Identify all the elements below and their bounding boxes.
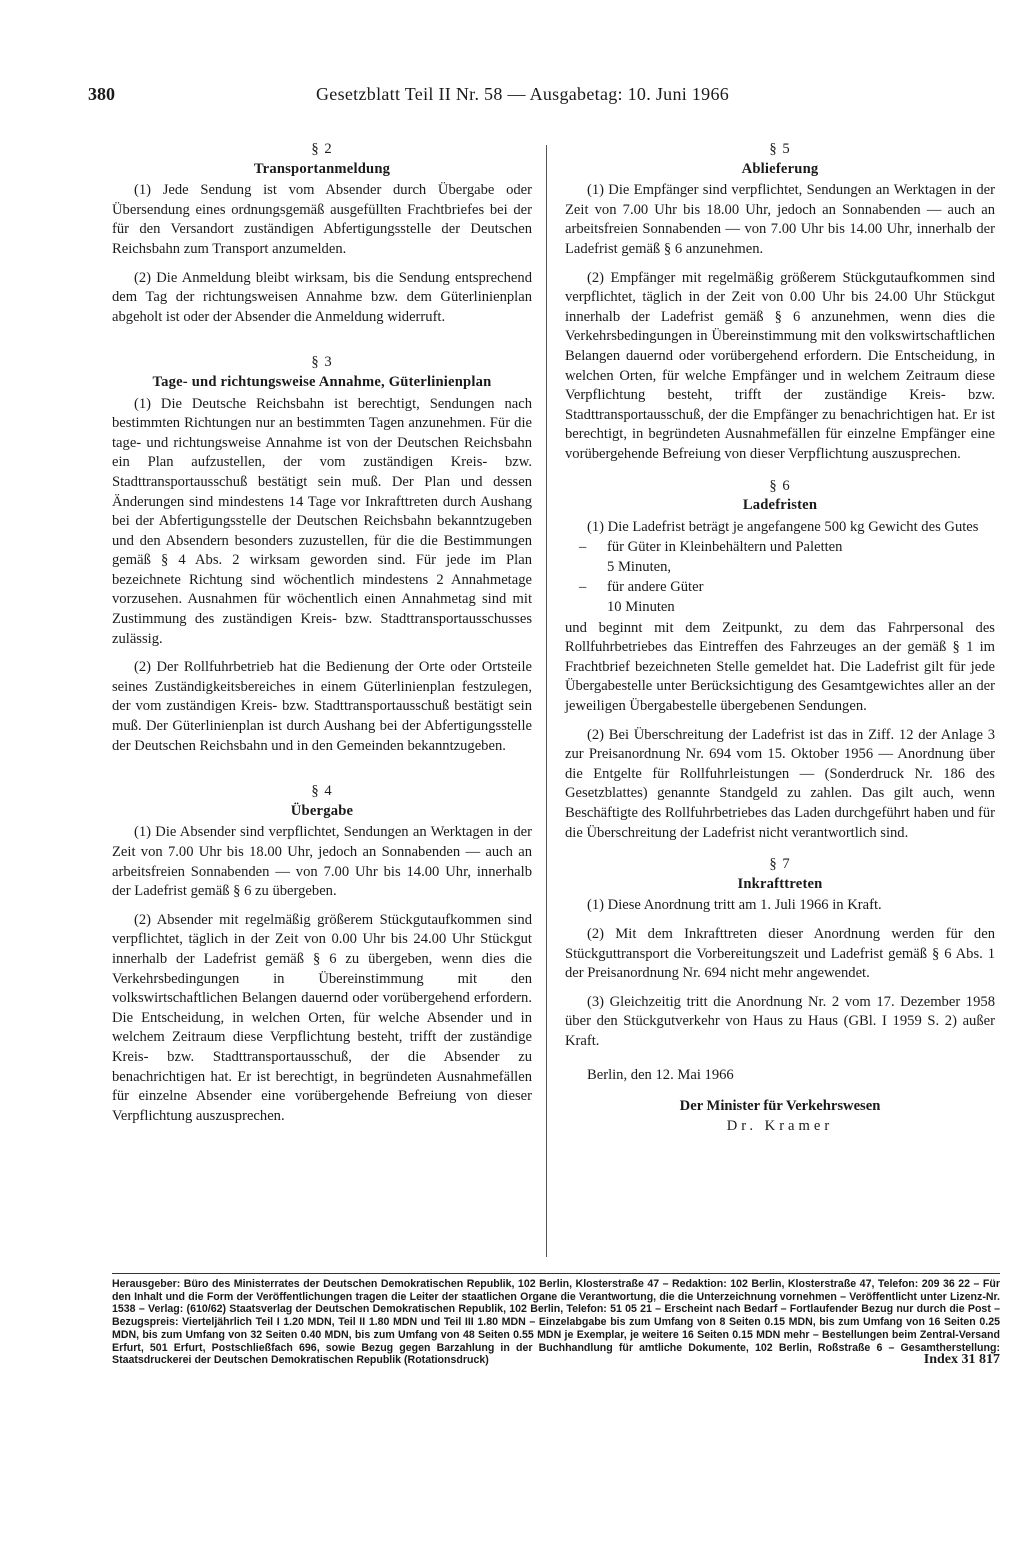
signer-title: Der Minister für Verkehrswesen	[679, 1098, 881, 1115]
section-7	[565, 855, 995, 1051]
page-number: 380	[88, 84, 115, 104]
section-6	[565, 477, 995, 844]
place-date: Berlin, den 12. Mai 1966	[587, 1066, 734, 1083]
section-number: § 2	[311, 141, 333, 157]
signer-name: Dr. Kramer	[726, 1117, 834, 1134]
section-title: Transportanmeldung	[253, 160, 391, 177]
paragraph: (2) Mit dem Inkrafttreten dieser Anordnung werden für den Stückguttransport die Vorbereitungszeit und Ladefrist gemäß § 6 Abs. 1 der Preisanordnung Nr. 694 nicht mehr angewendet.	[565, 925, 995, 982]
dash-bullet: –	[579, 579, 587, 596]
paragraph: (1) Jede Sendung ist vom Absender durch Übergabe oder Übersendung eines ordnungsgemäß ausgefüllten Frachtbriefes bei der für den Versandort zuständigen Abfertigungsstelle der Deutschen Reichsbahn zum Transport anzumelden.	[112, 182, 532, 257]
imprint-footer	[112, 1278, 1000, 1367]
paragraph: (2) Die Anmeldung bleibt wirksam, bis die Sendung entsprechend dem Tag der richtungsweisen Annahme bzw. dem Güterlinienplan abgeholt ist oder der Absender die Anmeldung widerruft.	[112, 269, 532, 325]
paragraph: und beginnt mit dem Zeitpunkt, zu dem das Fahrpersonal des Rollfuhrbetriebes das Eintreffen des Fahrzeuges an der gemäß § 1 im Frachtbrief bezeichneten Stelle gemeldet hat. Die Ladefrist gilt für jede Übergabestelle unter Berücksichtigung des Gesamtgewichtes aller an der jeweiligen Übergabestelle übergebenen Sendungen.	[565, 619, 995, 715]
running-title: Gesetzblatt Teil II Nr. 58 — Ausgabetag: 10. Juni 1966	[316, 84, 730, 104]
list-item	[565, 538, 995, 577]
left-column	[112, 140, 532, 1126]
list-item-label: für andere Güter	[607, 579, 704, 596]
list-item-time: 10 Minuten	[607, 599, 675, 616]
section-title: Tage- und richtungsweise Annahme, Güterlinienplan	[152, 373, 492, 390]
section-3	[112, 353, 532, 756]
section-title: Übergabe	[290, 802, 354, 819]
right-column	[565, 140, 995, 1136]
section-4	[112, 782, 532, 1126]
footer-rule	[112, 1273, 1000, 1274]
section-number: § 5	[769, 141, 791, 157]
section-title: Ablieferung	[741, 160, 819, 177]
column-divider	[546, 145, 547, 1257]
section-number: § 4	[311, 783, 333, 800]
list-item-label: für Güter in Kleinbehältern und Paletten	[607, 539, 843, 556]
paragraph: (2) Bei Überschreitung der Ladefrist ist das in Ziff. 12 der Anlage 3 zur Preisanordnung Nr. 694 vom 15. Oktober 1956 — Anordnung über die Entgelte für Rollfuhrleistungen — (Sonderdruck Nr. 186 des Gesetzblattes) genannte Standgeld zu zahlen. Das gilt auch, wenn Beschäftigte des Rollfuhrbetriebes das Laden durchgeführt haben und für die Überschreitung der Ladefrist nicht verantwortlich sind.	[565, 726, 995, 841]
list-item	[565, 578, 995, 617]
list-item-time: 5 Minuten,	[607, 558, 672, 575]
paragraph: (2) Absender mit regelmäßig größerem Stückgutaufkommen sind verpflichtet, täglich in der Zeit von 0.00 Uhr bis 24.00 Uhr Stückgut innerhalb der Ladefrist gemäß § 6 zu übergeben, wenn dies die Verkehrsbedingungen in Übereinstimmung mit den volkswirtschaftlichen Belangen dauernd oder vorübergehend erfordern. Die Entscheidung, in welchen Orten, für welche Absender und in welchem Zeitraum diese Verpflichtung besteht, trifft der zuständige Kreis- bzw. Stadttransportausschuß, der die Absender zu benachrichtigen hat. Er ist berechtigt, in begründeten Ausnahmefällen für einzelne Absender eine vorübergehende Befreiung von dieser Verpflichtung auszusprechen.	[112, 911, 532, 1124]
index-number: Index 31 817	[923, 1352, 1000, 1368]
paragraph: (1) Die Deutsche Reichsbahn ist berechtigt, Sendungen nach bestimmten Richtungen nur an bestimmten Tagen anzunehmen. Für die tage- und richtungsweise Annahme ist von der Deutschen Reichsbahn ein Plan aufzustellen, der vom zuständigen Kreis- bzw. Stadttransportausschuß bestätigt sein muß. Der Plan und dessen Änderungen sind mindestens 14 Tage vor Inkrafttreten durch Aushang bei der Abfertigungsstelle der Deutschen Reichsbahn bekanntzugeben und den Absendern besonders zuzustellen, für die die Bestimmungen gemäß § 4 Abs. 2 wirksam geworden sind. Für jede im Plan bezeichnete Richtung sind wöchentlich mindestens 2 Annahmetage vorzusehen. Ausnahmen für wöchentlich einen Annahmetag sind mit Zustimmung des zuständigen Kreis- bzw. Stadttransportausschusses zulässig.	[112, 395, 532, 647]
paragraph: (1) Die Absender sind verpflichtet, Sendungen an Werktagen in der Zeit von 7.00 Uhr bis 18.00 Uhr, jedoch an Sonnabenden — auch an arbeitsfreien Sonnabenden — von 7.00 Uhr bis 14.00 Uhr, innerhalb der Ladefrist gemäß § 6 zu übergeben.	[112, 824, 532, 900]
section-number: § 6	[769, 477, 791, 494]
section-5	[565, 140, 995, 465]
section-title: Inkrafttreten	[737, 875, 823, 892]
section-number: § 7	[769, 856, 791, 873]
paragraph: (1) Die Ladefrist beträgt je angefangene 500 kg Gewicht des Gutes	[587, 518, 979, 535]
imprint-text: Herausgeber: Büro des Ministerrates der Deutschen Demokratischen Republik, 102 Berlin, Klosterstraße 47 – Redaktion: 102 Berlin, Klosterstraße 47, Telefon: 209 36 22 – Für den Inhalt und die Form der Veröffentlichungen tragen die Leiter der staatlichen Organe die Verantwortung, die die Unterzeichnung vornehmen – Veröffentlicht unter Lizenz-Nr. 1538 – Verlag: (610/62) Staatsverlag der Deutschen Demokratischen Republik, 102 Berlin, Telefon: 51 05 21 – Erscheint nach Bedarf – Fortlaufender Bezug nur durch die Post – Bezugspreis: Vierteljährlich Teil I 1.20 MDN, Teil II 1.80 MDN und Teil III 1.80 MDN – Einzelabgabe bis zum Umfang von 8 Seiten 0.15 MDN, bis zum Umfang von 16 Seiten 0.25 MDN, bis zum Umfang von 32 Seiten 0.40 MDN, bis zum Umfang von 48 Seiten 0.55 MDN je Exemplar, je weitere 16 Seiten 0.15 MDN mehr – Bestellungen beim Zentral-Versand Erfurt, 501 Erfurt, Postschließfach 696, sowie Bezug gegen Barzahlung in der Buchhandlung für amtliche Dokumente, 102 Berlin, Roßstraße 6 – Gesamtherstellung: Staatsdruckerei der Deutschen Demokratischen Republik (Rotationsdruck)	[112, 1278, 1000, 1367]
paragraph: (2) Empfänger mit regelmäßig größerem Stückgutaufkommen sind verpflichtet, täglich in der Zeit von 0.00 Uhr bis 24.00 Uhr Stückgut innerhalb der Ladefrist gemäß § 6 anzunehmen, wenn dies die Verkehrsbedingungen in Übereinstimmung mit den volkswirtschaftlichen Belangen dauernd oder vorübergehend erfordern. Die Entscheidung, in welchen Orten, für welche Empfänger und in welchem Zeitraum diese Verpflichtung besteht, trifft der zuständige Kreis- bzw. Stadttransportausschuß, der die Empfänger zu benachrichtigen hat. Er ist berechtigt, in begründeten Ausnahmefällen für einzelne Empfänger eine vorübergehende Befreiung von dieser Verpflichtung auszusprechen.	[565, 269, 995, 462]
paragraph: (1) Die Empfänger sind verpflichtet, Sendungen an Werktagen in der Zeit von 7.00 Uhr bis 18.00 Uhr, jedoch an Sonnabenden — auch an arbeitsfreien Sonnabenden — von 7.00 Uhr bis 14.00 Uhr, innerhalb der Ladefrist gemäß § 6 anzunehmen.	[565, 182, 995, 257]
paragraph: (2) Der Rollfuhrbetrieb hat die Bedienung der Orte oder Ortsteile seines Zuständigkeitsbereiches in einem Güterlinienplan festzulegen, der vom zuständigen Kreis- bzw. Stadttransportausschuß bestätigt sein muß. Der Güterlinienplan ist durch Aushang bei der Abfertigungsstelle der Deutschen Reichsbahn und in den Gemeinden bekanntzugeben.	[112, 659, 532, 754]
paragraph: (3) Gleichzeitig tritt die Anordnung Nr. 2 vom 17. Dezember 1958 über den Stückgutverkehr von Haus zu Haus (GBl. I 1959 S. 2) außer Kraft.	[565, 993, 995, 1049]
section-number: § 3	[311, 354, 333, 371]
section-title: Ladefristen	[742, 497, 818, 514]
dash-bullet: –	[579, 539, 587, 556]
paragraph: (1) Diese Anordnung tritt am 1. Juli 1966 in Kraft.	[587, 897, 882, 914]
page-header	[88, 84, 1000, 110]
section-2	[112, 140, 532, 327]
